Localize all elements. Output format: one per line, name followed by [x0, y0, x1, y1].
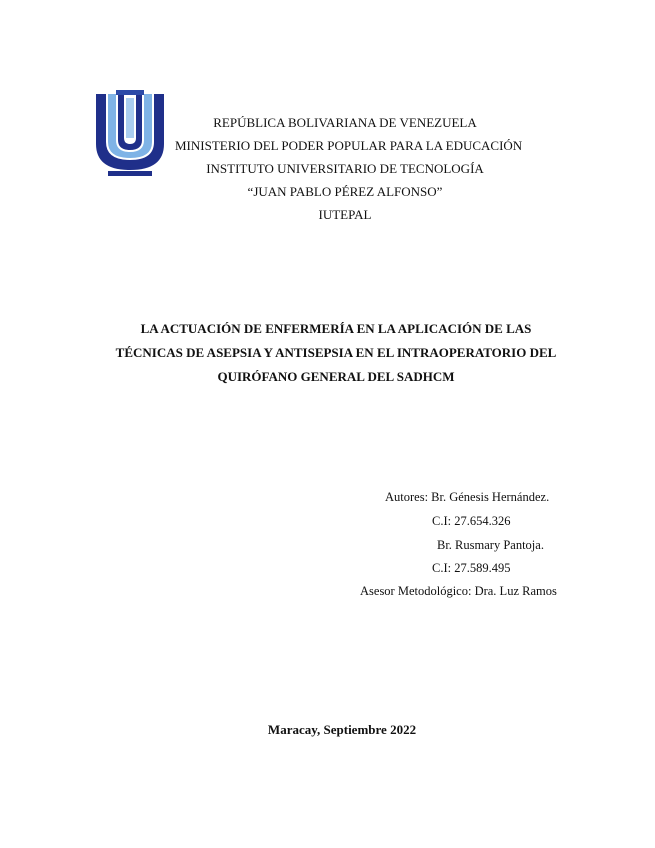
title-line-1: LA ACTUACIÓN DE ENFERMERÍA EN LA APLICACIÓN DE LAS	[140, 321, 532, 336]
header-republic: REPÚBLICA BOLIVARIANA DE VENEZUELA	[213, 115, 477, 130]
place-date: Maracay, Septiembre 2022	[267, 722, 417, 737]
institution-logo-icon	[94, 90, 166, 176]
header-institute-name: “JUAN PABLO PÉREZ ALFONSO”	[247, 184, 443, 199]
author2-ci: C.I: 27.589.495	[432, 561, 511, 575]
authors-label: Autores: Br. Génesis Hernández.	[385, 490, 550, 504]
header-acronym: IUTEPAL	[318, 207, 372, 222]
header-institute: INSTITUTO UNIVERSITARIO DE TECNOLOGÍA	[206, 161, 484, 176]
author1-ci: C.I: 27.654.326	[432, 514, 511, 528]
title-line-2: TÉCNICAS DE ASEPSIA Y ANTISEPSIA EN EL INTRAOPERATORIO DEL	[115, 345, 557, 360]
author2-name: Br. Rusmary Pantoja.	[437, 538, 544, 552]
header-ministry: MINISTERIO DEL PODER POPULAR PARA LA EDUCACIÓN	[175, 138, 523, 153]
advisor: Asesor Metodológico: Dra. Luz Ramos	[360, 584, 557, 598]
title-line-3: QUIRÓFANO GENERAL DEL SADHCM	[217, 369, 455, 384]
